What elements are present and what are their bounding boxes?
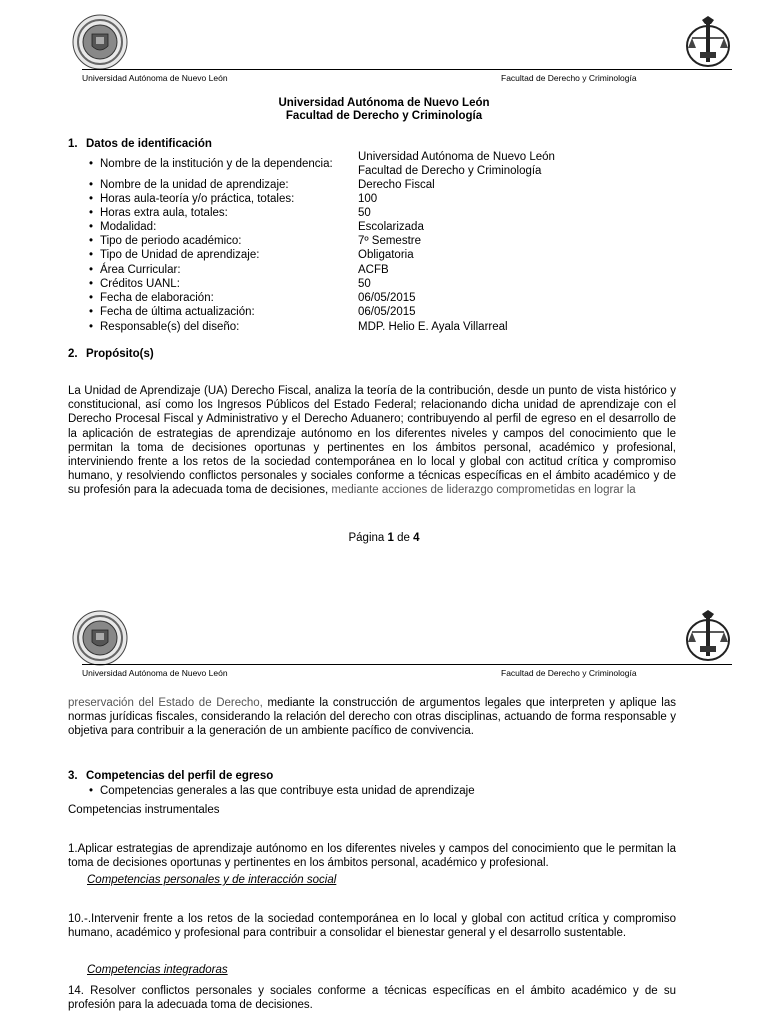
bullet-icon: • xyxy=(89,179,94,191)
competency-1-text: 1.Aplicar estrategias de aprendizaje autónomo en los diferentes niveles y campos del conocimiento que le permitan la toma de decisiones oportunas y pertinentes en los ámbitos personal, académico y profesional. xyxy=(68,843,676,870)
bullet-icon: • xyxy=(89,264,94,276)
identification-value: MDP. Helio E. Ayala Villarreal xyxy=(358,321,508,333)
identification-label: Modalidad: xyxy=(100,221,157,233)
identification-value: 06/05/2015 xyxy=(358,292,416,304)
bullet-icon: • xyxy=(89,193,94,205)
bullet-icon: • xyxy=(89,306,94,318)
identification-label: Área Curricular: xyxy=(100,264,181,276)
faculty-emblem-logo xyxy=(684,16,732,73)
identification-value: Obligatoria xyxy=(358,249,414,261)
document-title xyxy=(0,97,768,123)
page-number: Página 1 de 4 xyxy=(348,532,420,544)
identification-label: Nombre de la unidad de aprendizaje: xyxy=(100,179,289,191)
bullet-icon: • xyxy=(89,207,94,219)
identification-label: Tipo de Unidad de aprendizaje: xyxy=(100,249,260,261)
header-right-text: Facultad de Derecho y Criminología xyxy=(501,73,637,83)
identification-item xyxy=(0,291,768,305)
identification-item xyxy=(0,234,768,248)
title-line-2: Facultad de Derecho y Criminología xyxy=(285,110,483,122)
identification-value: 50 xyxy=(358,207,371,219)
identification-value: Escolarizada xyxy=(358,221,424,233)
identification-item xyxy=(0,320,768,334)
bullet-icon: • xyxy=(89,249,94,261)
identification-item xyxy=(0,248,768,262)
identification-label: Fecha de última actualización: xyxy=(100,306,255,318)
uanl-seal-logo xyxy=(72,610,128,671)
identification-value: Derecho Fiscal xyxy=(358,179,435,191)
identification-label: Fecha de elaboración: xyxy=(100,292,214,304)
identification-label: Responsable(s) del diseño: xyxy=(100,321,240,333)
personal-competencies-label: Competencias personales y de interacción social xyxy=(87,874,337,886)
identification-item xyxy=(0,263,768,277)
identification-label: Horas extra aula, totales: xyxy=(100,207,228,219)
purpose-paragraph-continued: preservación del Estado de Derecho, mediante la construcción de argumentos legales que interpreten y aplique las normas jurídicas fiscales, considerando la relación del derecho con otras disciplinas, actuando de forma responsable y objetiva para contribuir a la generación de un ambiente pacífico de convivencia. xyxy=(68,697,676,738)
bullet-icon: • xyxy=(89,235,94,247)
identification-item xyxy=(0,220,768,234)
competency-10-text: 10.-.Intervenir frente a los retos de la sociedad contemporánea en lo local y global con actitud crítica y compromiso humano, académico y profesional para contribuir a consolidar el bienestar general y el desarrollo sustentable. xyxy=(68,913,676,940)
identification-label: Horas aula-teoría y/o práctica, totales: xyxy=(100,193,295,205)
header-right-text: Facultad de Derecho y Criminología xyxy=(501,668,637,678)
competency-14-text: 14. Resolver conflictos personales y sociales conforme a técnicas específicas en el ámbito académico y de su profesión para la adecuada toma de decisiones. xyxy=(68,985,676,1012)
bullet-icon: • xyxy=(89,785,94,797)
instrumental-competencies-label: Competencias instrumentales xyxy=(68,804,220,816)
header-rule xyxy=(82,664,732,665)
bullet-icon: • xyxy=(89,221,94,233)
integrative-competencies-label: Competencias integradoras xyxy=(87,964,228,976)
identification-value: Universidad Autónoma de Nuevo León xyxy=(358,151,555,163)
purpose-paragraph: La Unidad de Aprendizaje (UA) Derecho Fiscal, analiza la teoría de la contribución, desde un punto de vista histórico y constitucional, así como los Ingresos Públicos del Estado Federal; relacionando dicha unidad de aprendizaje con el Derecho Procesal Fiscal y Administrativo y el Derecho Aduanero; contribuyendo al perfil de egreso en el desarrollo de la aplicación de estrategias de aprendizaje autónomo en los diferentes niveles y campos del conocimiento que le permitan la toma de decisiones oportunas y pertinentes en los ámbitos personal, académico y profesional, interviniendo frente a los retos de la sociedad contemporánea en lo local y global con actitud crítica y compromiso humano, y resolviendo conflictos personales y sociales conforme a técnicas específicas en el ámbito académico y de su profesión para la adecuada toma de decisiones, mediante acciones de liderazgo comprometidas en lograr la xyxy=(68,385,676,497)
header-left-text: Universidad Autónoma de Nuevo León xyxy=(82,73,228,83)
section-3-heading: 3. Competencias del perfil de egreso xyxy=(68,770,274,782)
section-2-heading: 2. Propósito(s) xyxy=(68,348,154,360)
identification-value: 7º Semestre xyxy=(358,235,422,247)
identification-item xyxy=(0,206,768,220)
uanl-seal-logo xyxy=(72,14,128,75)
title-line-1: Universidad Autónoma de Nuevo León xyxy=(278,97,490,109)
header-rule xyxy=(82,69,732,70)
bullet-icon: • xyxy=(89,292,94,304)
faculty-emblem-logo xyxy=(684,610,732,667)
identification-item xyxy=(0,178,768,192)
identification-label: Créditos UANL: xyxy=(100,278,180,290)
identification-item xyxy=(0,305,768,319)
identification-item xyxy=(0,192,768,206)
identification-item xyxy=(0,277,768,291)
identification-value: ACFB xyxy=(358,264,389,276)
header-left-text: Universidad Autónoma de Nuevo León xyxy=(82,668,228,678)
identification-label: Nombre de la institución y de la dependencia: xyxy=(100,158,333,170)
identification-value: 50 xyxy=(358,278,371,290)
identification-value-line-2: Facultad de Derecho y Criminología xyxy=(358,165,542,177)
identification-label: Tipo de periodo académico: xyxy=(100,235,242,247)
identification-value: 06/05/2015 xyxy=(358,306,416,318)
identification-item xyxy=(0,150,768,178)
bullet-icon: • xyxy=(89,321,94,333)
bullet-icon: • xyxy=(89,278,94,290)
section-1-heading: 1. Datos de identificación xyxy=(68,138,212,150)
bullet-icon: • xyxy=(89,158,94,170)
identification-value: 100 xyxy=(358,193,378,205)
